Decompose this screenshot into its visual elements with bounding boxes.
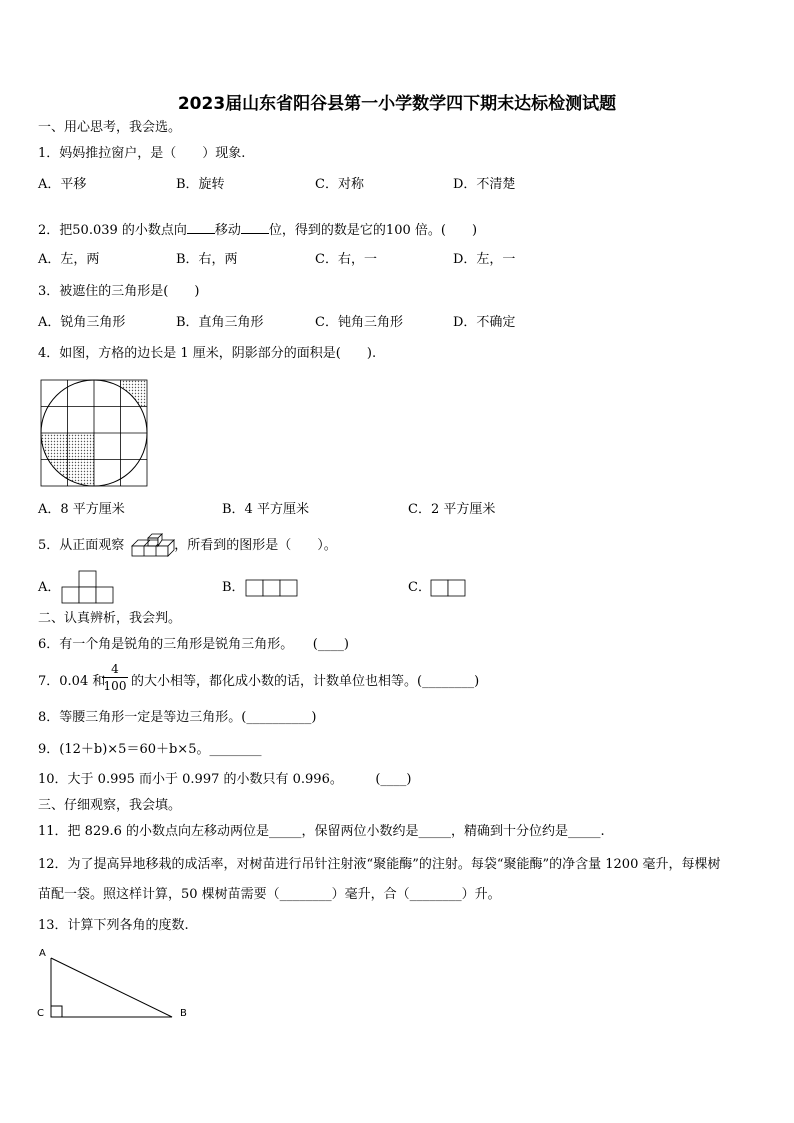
q2-option-c[interactable]: C．右，一 — [315, 252, 377, 267]
vertex-label-b: B — [180, 1008, 187, 1019]
section-heading-3: 三、仔细观察，我会填。 — [38, 798, 182, 813]
question-5 — [38, 538, 337, 554]
question-12-line-2: 苗配一袋。照这样计算，50 棵树苗需要（________）毫升，合（________）升。 — [38, 887, 501, 902]
q3-option-c[interactable]: C．钝角三角形 — [315, 315, 403, 330]
question-7-prefix: 7．0.04 和 — [38, 674, 106, 689]
question-12-line-1: 12．为了提高异地移栽的成活率，对树苗进行吊针注射液“聚能酶”的注射。每袋“聚能酶”的净含量 1200 毫升，每棵树 — [38, 857, 721, 872]
q2-option-d[interactable]: D．左，一 — [453, 252, 516, 267]
q1-option-a[interactable]: A．平移 — [38, 177, 87, 192]
q2-blank-1[interactable] — [187, 221, 215, 234]
q1-option-c[interactable]: C．对称 — [315, 177, 364, 192]
question-7-suffix: 的大小相等，都化成小数的话，计数单位也相等。(________) — [131, 674, 480, 689]
page-title: 2023届山东省阳谷县第一小学数学四下期末达标检测试题 — [177, 94, 617, 114]
q4-option-c[interactable]: C．2 平方厘米 — [408, 502, 496, 517]
q3-option-d[interactable]: D．不确定 — [453, 315, 516, 330]
q5-option-c-shape[interactable] — [431, 579, 466, 597]
section-heading-1: 一、用心思考，我会选。 — [38, 120, 182, 135]
question-6: 6．有一个角是锐角的三角形是锐角三角形。 (____) — [38, 637, 349, 652]
q5-text-a: 5．从正面观察 — [38, 538, 125, 553]
question-8: 8．等腰三角形一定是等边三角形。(__________) — [38, 710, 317, 725]
question-10: 10．大于 0.995 而小于 0.997 的小数只有 0.996。 (____) — [38, 772, 412, 787]
question-13: 13．计算下列各角的度数. — [38, 918, 189, 933]
vertex-label-c: C — [37, 1008, 44, 1019]
q1-option-b[interactable]: B．旋转 — [176, 177, 225, 192]
cube-stack-figure — [130, 532, 180, 558]
vertex-label-a: A — [39, 948, 46, 959]
question-9: 9．(12＋b)×5＝60＋b×5。________ — [38, 742, 262, 757]
q1-option-d[interactable]: D．不清楚 — [453, 177, 516, 192]
question-1: 1．妈妈推拉窗户，是（ ）现象. — [38, 146, 246, 161]
question-4: 4．如图，方格的边长是 1 厘米，阴影部分的面积是( ). — [38, 346, 377, 361]
fraction-denominator: 100 — [103, 679, 127, 693]
q2-option-a[interactable]: A．左，两 — [38, 252, 100, 267]
q5-option-a[interactable]: A． — [38, 580, 61, 595]
q2-blank-2[interactable] — [241, 221, 269, 234]
q2-text-c: 位，得到的数是它的100 倍。( ) — [268, 223, 478, 238]
right-triangle-figure — [34, 944, 194, 1024]
fraction-4-100 — [102, 662, 128, 693]
section-heading-2: 二、认真辨析，我会判。 — [38, 611, 182, 626]
q5-text-b: ，所看到的图形是（ ）。 — [174, 538, 337, 553]
grid-circle-figure — [41, 380, 147, 486]
q2-option-b[interactable]: B．右，两 — [176, 252, 238, 267]
q4-option-a[interactable]: A．8 平方厘米 — [38, 502, 125, 517]
q5-option-b-shape[interactable] — [246, 579, 298, 597]
question-3: 3．被遮住的三角形是( ) — [38, 284, 200, 299]
q2-text-a: 2．把50.039 的小数点向 — [38, 223, 187, 238]
q3-option-b[interactable]: B．直角三角形 — [176, 315, 264, 330]
q2-text-b: 移动 — [214, 223, 241, 238]
q4-option-b[interactable]: B．4 平方厘米 — [222, 502, 309, 517]
q5-option-c[interactable]: C． — [408, 580, 431, 595]
q3-option-a[interactable]: A．锐角三角形 — [38, 315, 126, 330]
question-11: 11．把 829.6 的小数点向左移动两位是_____，保留两位小数约是_____，精确到十分位约是_____. — [38, 824, 605, 839]
question-2 — [38, 221, 477, 239]
fraction-numerator: 4 — [111, 662, 119, 676]
q5-option-b[interactable]: B． — [222, 580, 245, 595]
q5-option-a-shape[interactable] — [62, 570, 114, 604]
